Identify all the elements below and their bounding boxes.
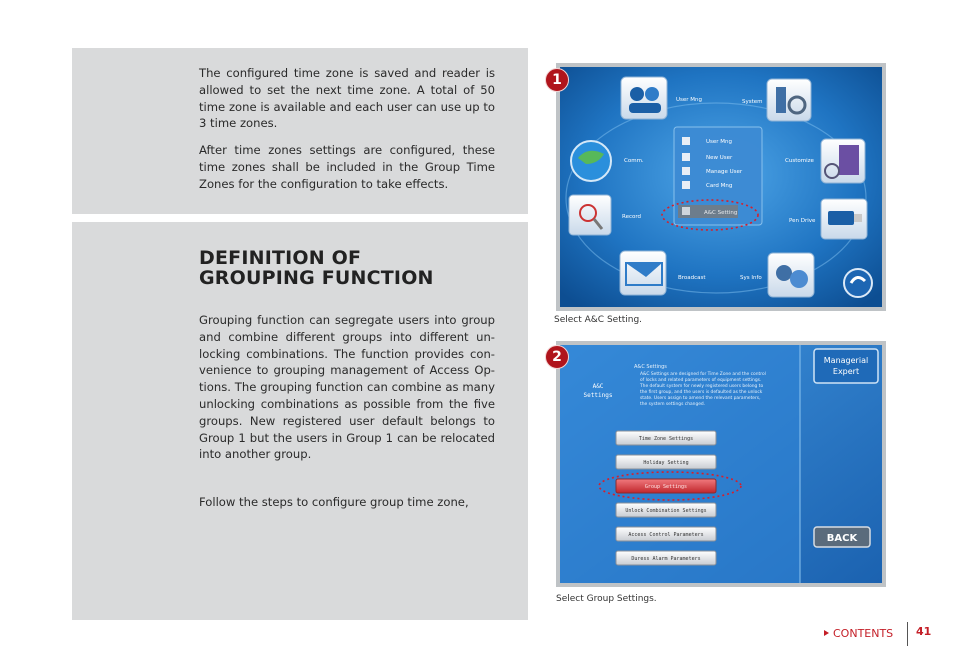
info-line-2: of locks and related parameters of equipment settings. bbox=[640, 378, 762, 383]
label-customize: Customize bbox=[785, 158, 814, 164]
contents-link[interactable] bbox=[824, 627, 893, 640]
info-line-1: A&C Settings are designed for Time Zone and the control bbox=[640, 372, 766, 377]
info-heading: A&C Settings bbox=[634, 364, 667, 370]
comm-icon bbox=[571, 141, 611, 181]
footer-divider bbox=[907, 622, 908, 646]
label-comm: Comm. bbox=[624, 158, 644, 164]
screenshot-main-menu bbox=[556, 63, 886, 311]
access-control-parameters-label: Access Control Parameters bbox=[628, 532, 704, 538]
system-icon bbox=[767, 79, 811, 121]
step-1-badge: 1 bbox=[545, 68, 569, 92]
caption-step-1: Select A&C Setting. bbox=[554, 315, 643, 325]
submenu-item-user-mng: User Mng bbox=[706, 139, 733, 145]
title-line-1: Managerial bbox=[823, 356, 869, 365]
label-pen-drive: Pen Drive bbox=[789, 218, 816, 224]
title-line-2: Expert bbox=[832, 367, 860, 376]
info-line-6: the system settings changed. bbox=[640, 402, 706, 407]
label-record: Record bbox=[622, 214, 642, 220]
grouping-paragraph: Grouping function can segregate users into group and combine different groups into different un-locking combinations. The function provides con-venience to grouping management of Access Op-tions. The grouping function can combine as many unlocking combinations as possible from the five groups. New registered user default belongs to Group 1 but the users in Group 1 can be relocated into another group. bbox=[199, 313, 495, 462]
back-button-label: BACK bbox=[826, 533, 858, 544]
time-zone-note-paragraph: After time zones settings are configured, these time zones shall be included in the Group Time Zones for the configuration to take effects. bbox=[199, 143, 495, 191]
info-line-3: The default system for newly registered users belong to bbox=[640, 384, 764, 389]
broadcast-icon bbox=[620, 251, 666, 295]
time-zone-settings-label: Time Zone Settings bbox=[638, 436, 694, 442]
sys-info-icon bbox=[768, 253, 814, 297]
screenshot-ac-settings bbox=[556, 341, 886, 587]
info-line-5: state. Users assign to amend the relevant parameters, bbox=[640, 396, 761, 401]
submenu-item-card-mng: Card Mng bbox=[706, 183, 733, 189]
time-zone-paragraph: The configured time zone is saved and reader is allowed to set the next time zone. A total of 50 time zone is available and each user can use up to 3 time zones. bbox=[199, 66, 495, 131]
label-user-mng: User Mng bbox=[676, 97, 703, 103]
unlock-combination-settings-label: Unlock Combination Settings bbox=[625, 508, 707, 514]
contents-label: CONTENTS bbox=[833, 627, 894, 640]
triangle-right-icon bbox=[824, 630, 829, 636]
heading-line-2: GROUPING FUNCTION bbox=[199, 267, 434, 289]
pen-drive-icon bbox=[821, 199, 867, 239]
step-2-badge: 2 bbox=[545, 345, 569, 369]
page-number: 41 bbox=[916, 625, 932, 638]
label-sys-info: Sys Info bbox=[740, 275, 762, 281]
heading-line-1: DEFINITION OF bbox=[199, 247, 362, 269]
duress-alarm-parameters-label: Duress Alarm Parameters bbox=[631, 556, 701, 562]
main-menu-illustration bbox=[556, 63, 886, 311]
submenu-item-new-user: New User bbox=[706, 155, 733, 161]
section-heading bbox=[199, 248, 499, 288]
info-line-4: the first group, and the users is defaulted as the unlock bbox=[640, 390, 763, 395]
side-label-sub: Settings bbox=[583, 392, 613, 399]
ac-settings-illustration bbox=[556, 341, 886, 587]
holiday-setting-label: Holiday Setting bbox=[643, 460, 689, 466]
label-system: System bbox=[742, 99, 763, 105]
user-mng-icon bbox=[621, 77, 667, 119]
customize-icon bbox=[821, 139, 865, 183]
steps-intro-paragraph: Follow the steps to configure group time zone, bbox=[199, 495, 469, 509]
record-icon bbox=[569, 195, 611, 235]
label-broadcast: Broadcast bbox=[678, 275, 706, 281]
submenu-item-ac-setting: A&C Setting bbox=[704, 210, 738, 216]
managerial-expert-box bbox=[814, 349, 878, 383]
return-icon bbox=[844, 269, 872, 297]
caption-step-2: Select Group Settings. bbox=[556, 594, 657, 604]
group-settings-label: Group Settings bbox=[644, 484, 688, 490]
submenu-item-manage-user: Manage User bbox=[706, 169, 743, 175]
side-label: A&C bbox=[592, 383, 604, 390]
